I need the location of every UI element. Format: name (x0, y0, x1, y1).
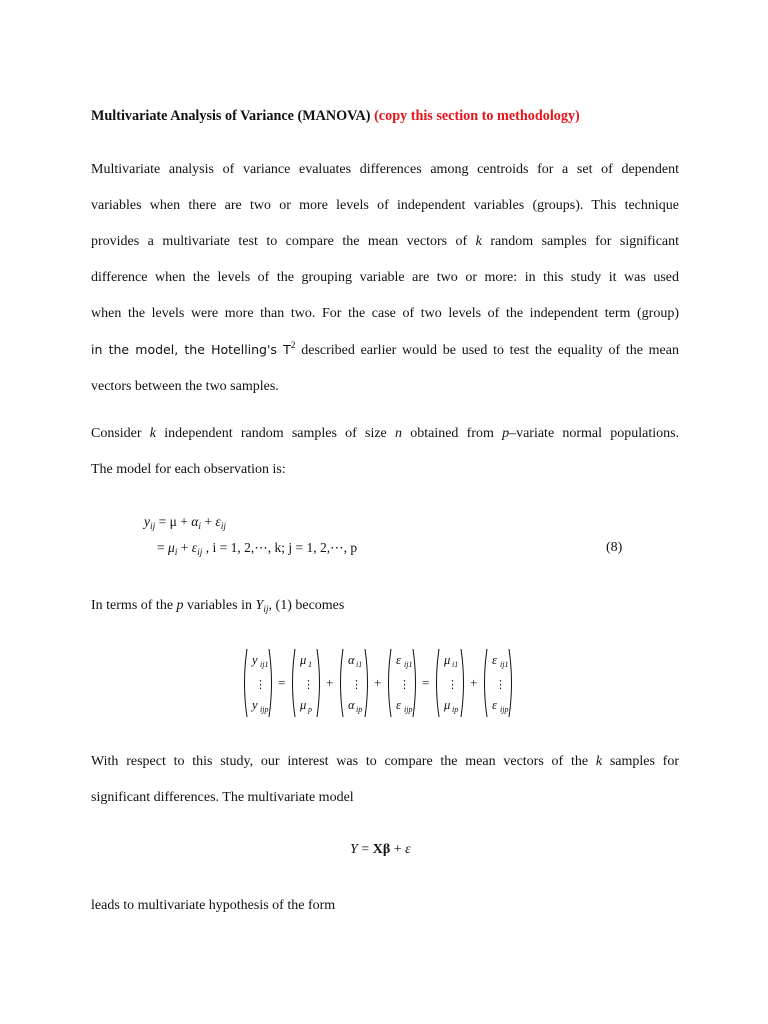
vector-top-subscript: ij1 (260, 660, 269, 669)
text-line: variables when there are two or more levels of independent variables (groups). This technique (91, 198, 679, 213)
text-line: in the model, the Hotelling's $T^2$ described earlier would be used to test the equality of the mean (91, 341, 679, 358)
vector-top-entry: ε (396, 653, 401, 667)
equation-8-line-2: = $\mu_i + \varepsilon_{ij}$ , i = 1, 2,⋯, k; j = 1, 2,⋯, p (157, 540, 358, 558)
left-paren (485, 649, 488, 717)
heading-note: (copy this section to methodology) (374, 108, 580, 124)
vector-bottom-entry: μ (444, 698, 451, 712)
heading-title: Multivariate Analysis of Variance (MANOVA) (91, 108, 371, 124)
text-line: provides a multivariate test to compare the mean vectors of k random samples for significant (91, 234, 680, 249)
matrix-operator: + (326, 675, 334, 690)
paragraph-consider-samples (91, 416, 679, 488)
vector-top-entry: ε (492, 653, 497, 667)
equation-8-line-1: $y_{ij} = \mu + \alpha_i + \varepsilon_{ij}$ (144, 514, 226, 532)
text-line: vectors between the two samples. (91, 379, 279, 394)
text-line: The model for each observation is: (91, 462, 286, 477)
right-paren (365, 649, 368, 717)
matrix-equation (240, 645, 540, 723)
vector-top-subscript: ij1 (404, 660, 413, 669)
vector-bottom-subscript: ip (452, 705, 459, 714)
vertical-ellipsis: ⋮ (255, 678, 266, 691)
vector-bottom-entry: ε (492, 698, 497, 712)
text-line: leads to multivariate hypothesis of the form (91, 898, 336, 913)
section-heading (91, 108, 580, 125)
right-paren (269, 649, 272, 717)
paragraph-leads-to (91, 888, 679, 924)
vector-top-subscript: i1 (452, 660, 459, 669)
matrix-operator: + (470, 675, 478, 690)
text-line: when the levels were more than two. For the case of two levels of the independent term (group) (91, 306, 679, 321)
vector-top-entry: y (252, 653, 258, 667)
vertical-ellipsis: ⋮ (351, 678, 362, 691)
right-paren (509, 649, 512, 717)
paragraph-manova-intro (91, 152, 679, 405)
vector-bottom-subscript: ijp (500, 705, 509, 714)
vertical-ellipsis: ⋮ (399, 678, 410, 691)
vector-bottom-entry: μ (300, 698, 307, 712)
vector-top-entry: α (348, 653, 355, 667)
text-line: significant differences. The multivariate model (91, 790, 354, 805)
equation-number: (8) (606, 540, 623, 555)
vertical-ellipsis: ⋮ (303, 678, 314, 691)
left-paren (245, 649, 248, 717)
vector-top-subscript: 1 (308, 660, 312, 669)
text-line: Consider k independent random samples of size n obtained from p–variate normal populations. (91, 426, 680, 441)
vector-top-entry: μ (300, 653, 307, 667)
right-paren (461, 649, 464, 717)
vector-bottom-entry: α (348, 698, 355, 712)
text-line: difference when the levels of the grouping variable are two or more: in this study it was used (91, 270, 679, 285)
vector-bottom-subscript: p (308, 705, 312, 714)
left-paren (341, 649, 344, 717)
vector-top-entry: μ (444, 653, 451, 667)
paragraph-study-interest (91, 744, 679, 816)
matrix-operator: = (278, 675, 286, 690)
right-paren (317, 649, 320, 717)
matrix-operator: + (374, 675, 382, 690)
vector-bottom-subscript: ijp (404, 705, 413, 714)
vector-bottom-entry: ε (396, 698, 401, 712)
vector-top-subscript: ij1 (500, 660, 509, 669)
left-paren (293, 649, 296, 717)
text-line: In terms of the p variables in $Y_{ij}$, (1) becomes (91, 598, 345, 615)
vector-bottom-subscript: ijp (260, 705, 269, 714)
vertical-ellipsis: ⋮ (447, 678, 458, 691)
vector-bottom-subscript: ip (356, 705, 363, 714)
vector-bottom-entry: y (252, 698, 258, 712)
multivariate-model-equation: Y = Xβ + ε (350, 842, 411, 857)
vertical-ellipsis: ⋮ (495, 678, 506, 691)
left-paren (389, 649, 392, 717)
text-line: Multivariate analysis of variance evaluates differences among centroids for a set of dependent (91, 162, 679, 177)
text-line: With respect to this study, our interest was to compare the mean vectors of the k samples for (91, 754, 679, 769)
left-paren (437, 649, 440, 717)
matrix-operator: = (422, 675, 430, 690)
paragraph-in-terms (91, 588, 679, 624)
right-paren (413, 649, 416, 717)
vector-top-subscript: i1 (356, 660, 363, 669)
